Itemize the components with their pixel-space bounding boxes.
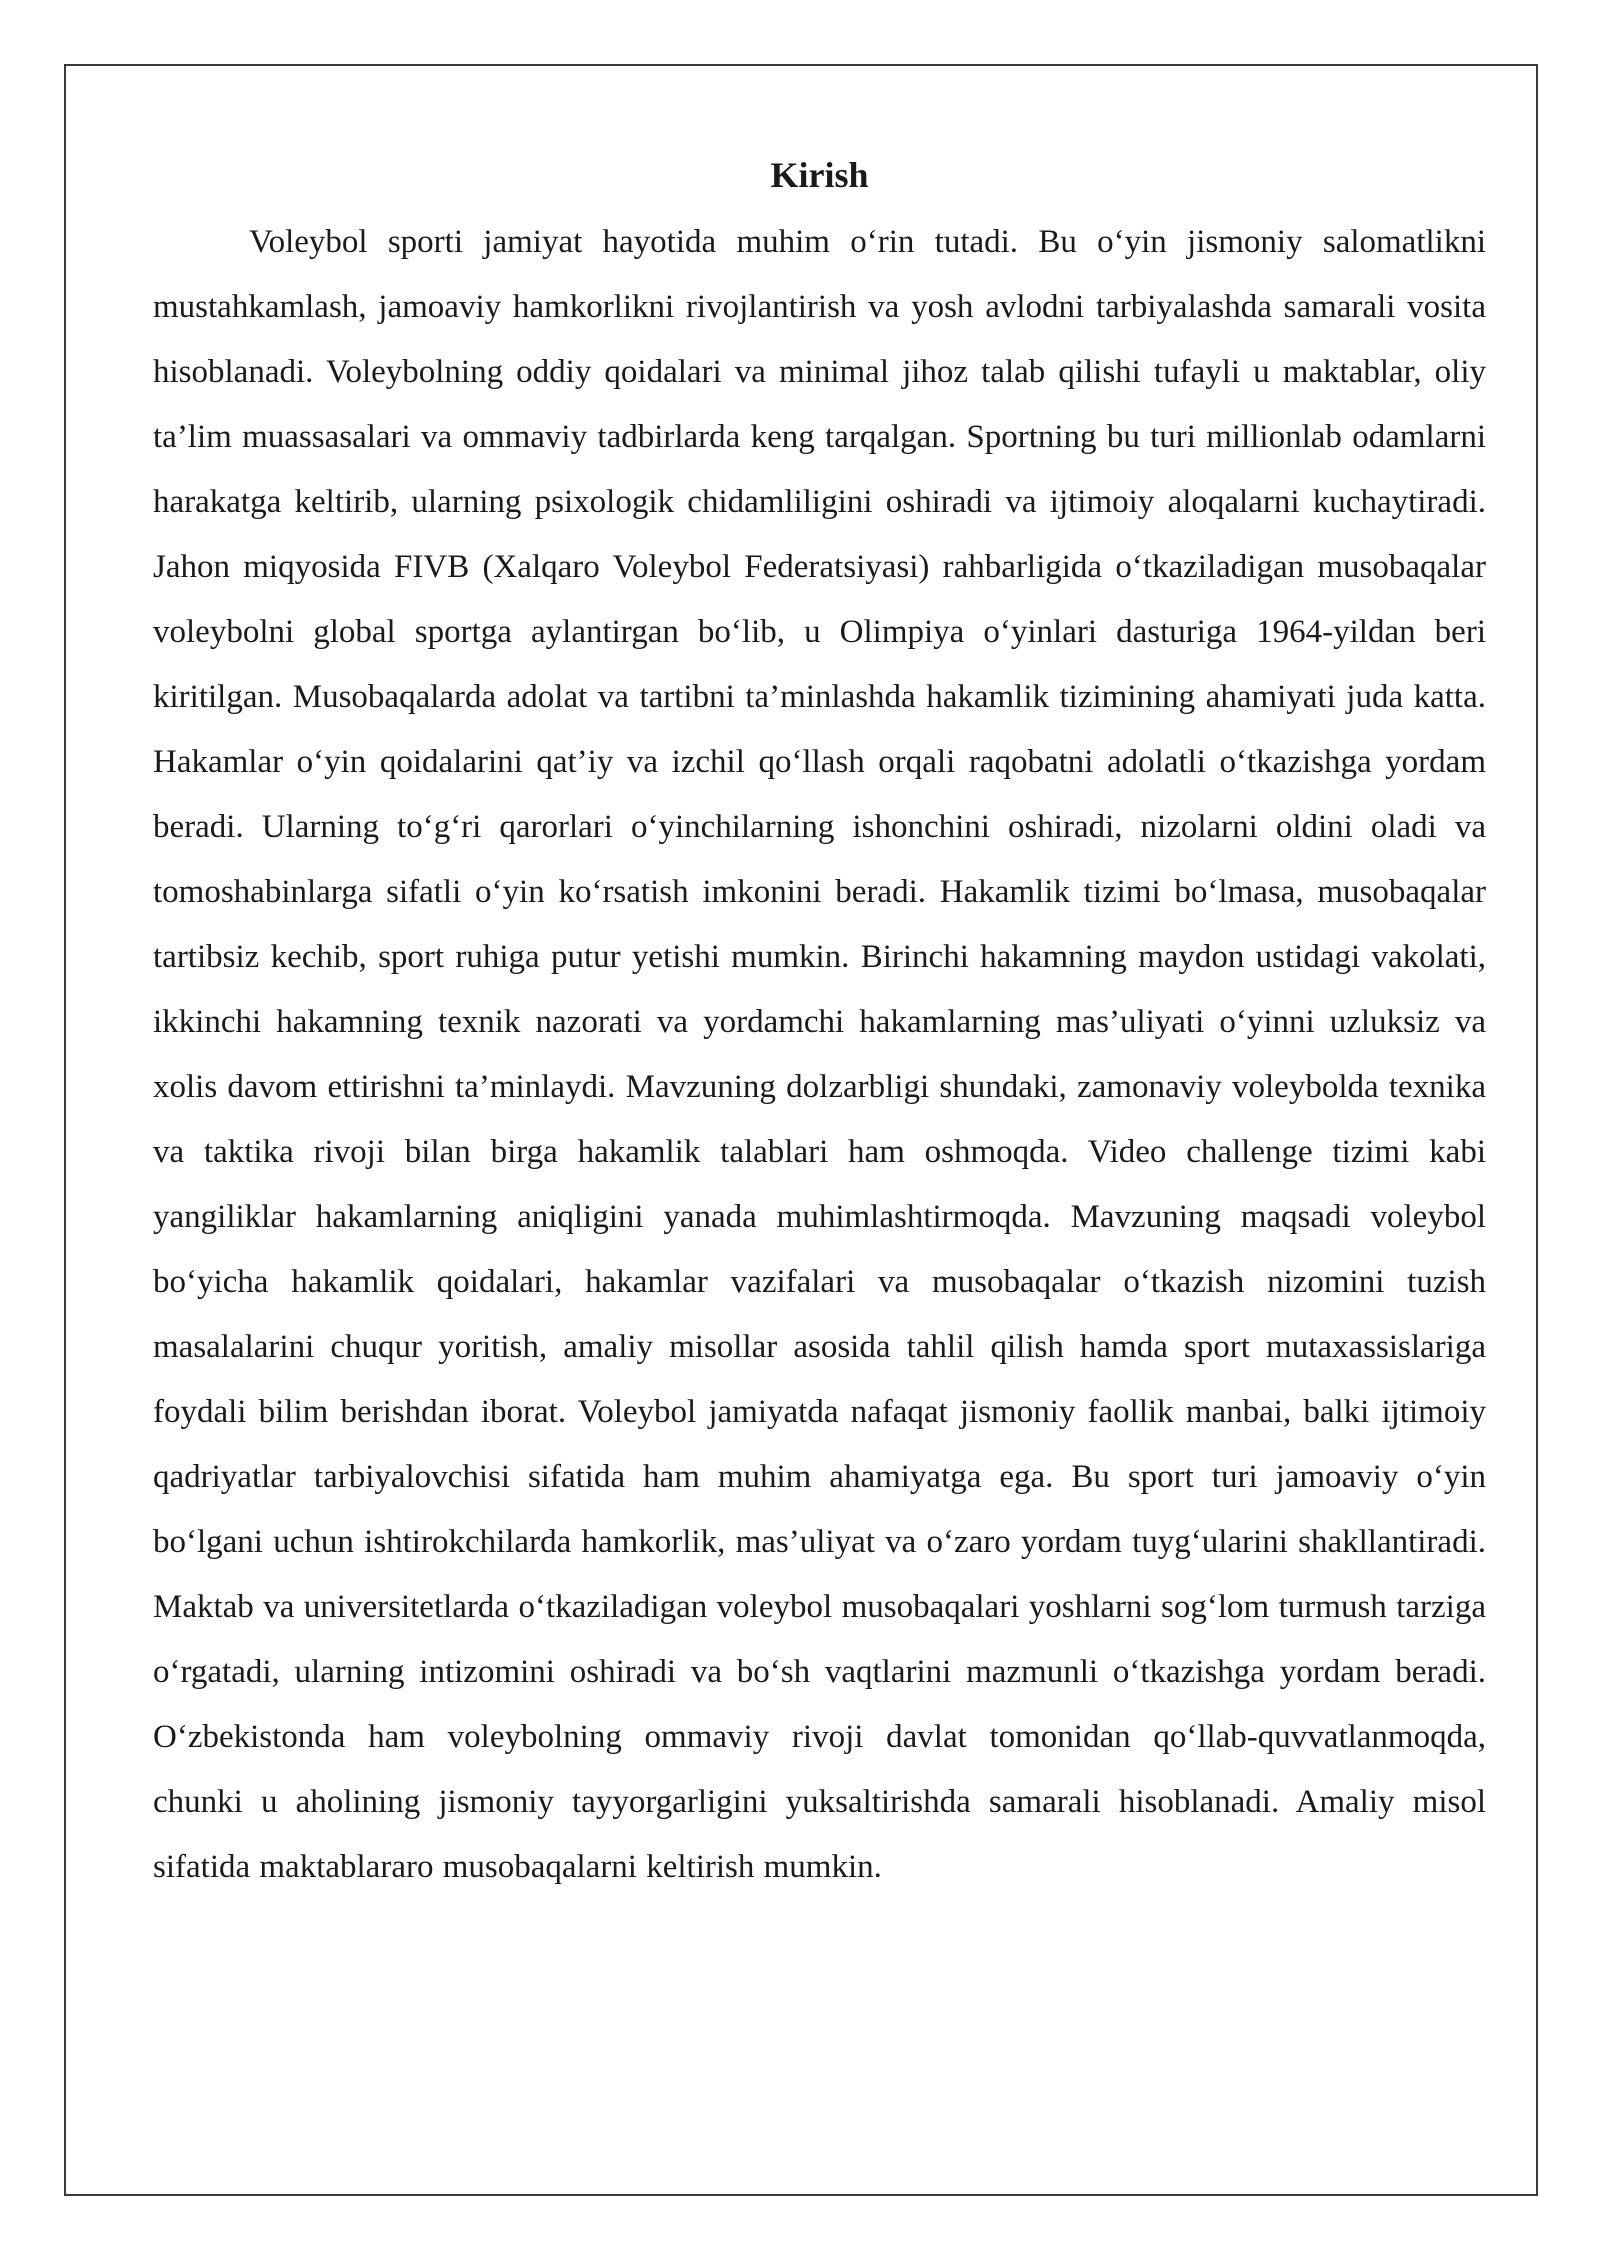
body-paragraph: Voleybol sporti jamiyat hayotida muhim o‘rin tutadi. Bu o‘yin jismoniy salomatlikni mustahkamlash, jamoaviy hamkorlikni rivojlantirish va yosh avlodni tarbiyalashda samarali vosita hisoblanadi. Voleybolning oddiy qoidalari va minimal jihoz talab qilishi tufayli u maktablar, oliy ta’lim muassasalari va ommaviy tadbirlarda keng tarqalgan. Sportning bu turi millionlab odamlarni harakatga keltirib, ularning psixologik chidamliligini oshiradi va ijtimoiy aloqalarni kuchaytiradi. Jahon miqyosida FIVB (Xalqaro Voleybol Federatsiyasi) rahbarligida o‘tkaziladigan musobaqalar voleybolni global sportga aylantirgan bo‘lib, u Olimpiya o‘yinlari dasturiga 1964-yildan beri kiritilgan. Musobaqalarda adolat va tartibni ta’minlashda hakamlik tizimining ahamiyati juda katta. Hakamlar o‘yin qoidalarini qat’iy va izchil qo‘llash orqali raqobatni adolatli o‘tkazishga yordam beradi. Ularning to‘g‘ri qarorlari o‘yinchilarning ishonchini oshiradi, nizolarni oldini oladi va tomoshabinlarga sifatli o‘yin ko‘rsatish imkonini beradi. Hakamlik tizimi bo‘lmasa, musobaqalar tartibsiz kechib, sport ruhiga putur yetishi mumkin. Birinchi hakamning maydon ustidagi vakolati, ikkinchi hakamning texnik nazorati va yordamchi hakamlarning mas’uliyati o‘yinni uzluksiz va xolis davom ettirishni ta’minlaydi. Mavzuning dolzarbligi shundaki, zamonaviy voleybolda texnika va taktika rivoji bilan birga hakamlik talablari ham oshmoqda. Video challenge tizimi kabi yangiliklar hakamlarning aniqligini yanada muhimlashtirmoqda. Mavzuning maqsadi voleybol bo‘yicha hakamlik qoidalari, hakamlar vazifalari va musobaqalar o‘tkazish nizomini tuzish masalalarini chuqur yoritish, amaliy misollar asosida tahlil qilish hamda sport mutaxassislariga foydali bilim berishdan iborat. Voleybol jamiyatda nafaqat jismoniy faollik manbai, balki ijtimoiy qadriyatlar tarbiyalovchisi sifatida ham muhim ahamiyatga ega. Bu sport turi jamoaviy o‘yin bo‘lgani uchun ishtirokchilarda hamkorlik, mas’uliyat va o‘zaro yordam tuyg‘ularini shakllantiradi. Maktab va universitetlarda o‘tkaziladigan voleybol musobaqalari yoshlarni sog‘lom turmush tarziga o‘rgatadi, ularning intizomini oshiradi va bo‘sh vaqtlarini mazmunli o‘tkazishga yordam beradi. O‘zbekistonda ham voleybolning ommaviy rivoji davlat tomonidan qo‘llab-quvvatlanmoqda, chunki u aholining jismoniy tayyorgarligini yuksaltirishda samarali hisoblanadi. Amaliy misol sifatida maktablararo musobaqalarni keltirish mumkin. — [153, 224, 1486, 1885]
section-heading: Kirish — [770, 155, 869, 195]
document-body — [153, 148, 1486, 1900]
